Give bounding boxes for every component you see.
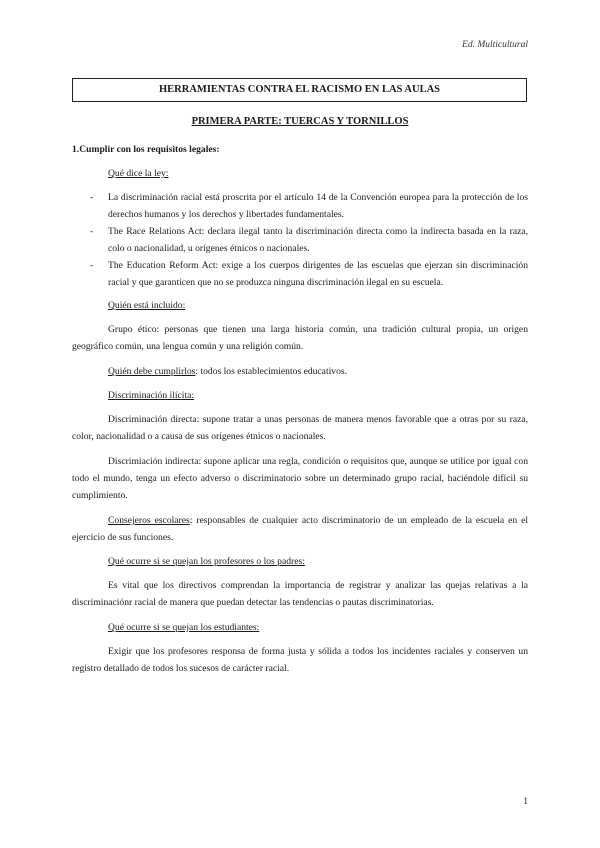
quejas-profesores-paragraph: Es vital que los directivos comprendan la importancia de registrar y analizar las quejas relativas a la discriminaciónr racial de manera que puedan detectar las tendencias o pautas discriminatorias. [72, 580, 528, 608]
document-body [72, 141, 528, 685]
document-subtitle: PRIMERA PARTE: TUERCAS Y TORNILLOS [191, 116, 409, 127]
quien-esta-incluido-heading: Quién está incluido: [108, 300, 186, 311]
que-dice-la-ley-heading: Qué dice la ley: [108, 168, 169, 179]
quejas-profesores-heading: Qué ocurre si se quejan los profesores o los padres: [108, 556, 305, 567]
consejeros-escolares-text: : responsables de cualquier acto discriminatorio de un empleado de la escuela en el ejercicio de sus funciones. [72, 515, 528, 543]
quien-debe-cumplirlos-paragraph [72, 363, 528, 380]
law-item: - La discriminación racial está proscrita por el artículo 14 de la Convención europea para la protección de los derechos humanos y los derechos y libertades fundamentales. [72, 189, 528, 223]
quejas-estudiantes-heading: Qué ocurre si se quejan los estudiantes: [108, 622, 260, 633]
quien-debe-cumplirlos-text: : todos los establecimientos educativos. [195, 366, 347, 377]
discriminacion-indirecta-paragraph: Discrimiación indirecta: supone aplicar una regla, condición o requisitos que, aunque se utilice por igual con todo el mundo, tenga un efecto adverso o discriminatorio sobre un determinado grupo racial, haciéndole difícil su cumplimiento. [72, 456, 528, 501]
quien-debe-cumplirlos-label: Quién debe cumplirlos [108, 366, 196, 377]
law-item: - The Race Relations Act: declara ilegal tanto la discriminación directa como la indirecta basada en la raza, colo o nacionalidad, u orígenes étnicos o nacionales. [72, 223, 528, 257]
running-header: Ed. Multicultural [462, 40, 528, 50]
section-title: 1.Cumplir con los requisitos legales: [72, 144, 220, 155]
consejeros-escolares-label: Consejeros escolares [108, 515, 190, 526]
discriminacion-directa-paragraph: Discriminación directa: supone tratar a unas personas de manera menos favorable que a otras por su raza, color, nacionalidad o a causa de sus orígenes étnicos o nacionales. [72, 414, 528, 442]
document-title: HERRAMIENTAS CONTRA EL RACISMO EN LAS AULAS [72, 78, 527, 102]
discriminacion-ilicita-heading: Discriminación ilícita: [108, 390, 195, 401]
law-list [72, 189, 528, 291]
page-number: 1 [523, 797, 528, 807]
quejas-estudiantes-paragraph: Exigir que los profesores responsa de forma justa y sólida a todos los incidentes raciales y conserven un registro detallado de todos los sucesos de carácter racial. [72, 646, 528, 674]
law-item: - The Education Reform Act: exige a los cuerpos dirigentes de las escuelas que ejerzan sin discriminación racial y que garanticen que no se produzca ninguna discriminación ilegal en su escuela. [72, 257, 528, 291]
consejeros-escolares-paragraph [72, 512, 528, 546]
grupo-etico-paragraph: Grupo ético: personas que tienen una larga historia común, una tradición cultural propia, un origen geográfico común, una lengua común y una religión común. [72, 324, 528, 352]
